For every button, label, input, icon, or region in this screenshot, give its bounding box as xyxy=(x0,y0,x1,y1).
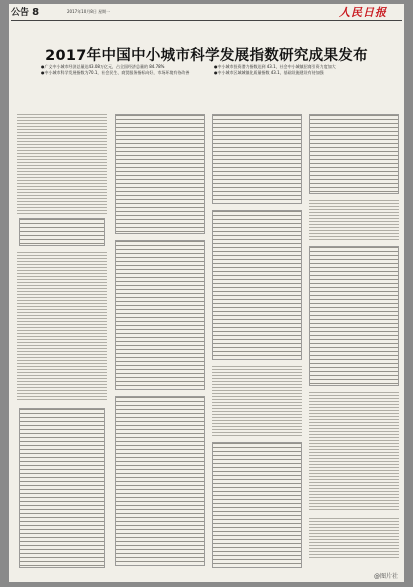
column-2 xyxy=(115,114,205,574)
column-4 xyxy=(309,114,399,574)
ranking-table xyxy=(115,396,205,566)
article-text xyxy=(17,114,107,214)
ranking-table xyxy=(309,114,399,194)
section-label xyxy=(11,5,39,18)
section-name: 公告 xyxy=(11,8,30,18)
article-text xyxy=(17,252,107,402)
column-3 xyxy=(212,114,302,574)
page-number: 8 xyxy=(32,7,40,18)
ranking-table xyxy=(19,408,105,568)
subhead: ●中小城市投资潜力指数达到 43.1，社会中小城镇招商引资力度加大 xyxy=(214,64,336,69)
article-text xyxy=(309,518,399,558)
subheads-left xyxy=(41,64,189,76)
page-header xyxy=(9,4,404,20)
column-1 xyxy=(17,114,107,574)
masthead-logo: 人民日报 xyxy=(339,6,387,19)
ranking-table xyxy=(309,246,399,386)
watermark-credit: @图片社 xyxy=(373,573,398,580)
ranking-table xyxy=(212,210,302,360)
data-table xyxy=(19,218,105,246)
ranking-table xyxy=(212,442,302,568)
article-text xyxy=(212,366,302,436)
header-rule xyxy=(11,20,402,21)
ranking-table xyxy=(115,240,205,390)
headline: 2017年中国中小城市科学发展指数研究成果发布 xyxy=(45,48,368,64)
subhead: ●广义中小城市经济总量达43.08万亿元，占全国经济总量的 84.78% xyxy=(41,64,165,69)
ranking-table xyxy=(212,114,302,204)
article-text xyxy=(309,200,399,240)
newspaper-page xyxy=(9,4,404,582)
ranking-table xyxy=(115,114,205,234)
article-text xyxy=(309,392,399,512)
subhead: ●中小城市科学发展指数为70.1，社会民生、商贸服务指标向好，市场环境有待改善 xyxy=(41,70,190,75)
issue-date: 2017年10月8日 星期一 xyxy=(67,9,111,14)
subhead: ●中小城市区域城镇化质量指数 43.1，基础设施建设有待加强 xyxy=(214,70,324,75)
subheads-right xyxy=(214,64,336,76)
